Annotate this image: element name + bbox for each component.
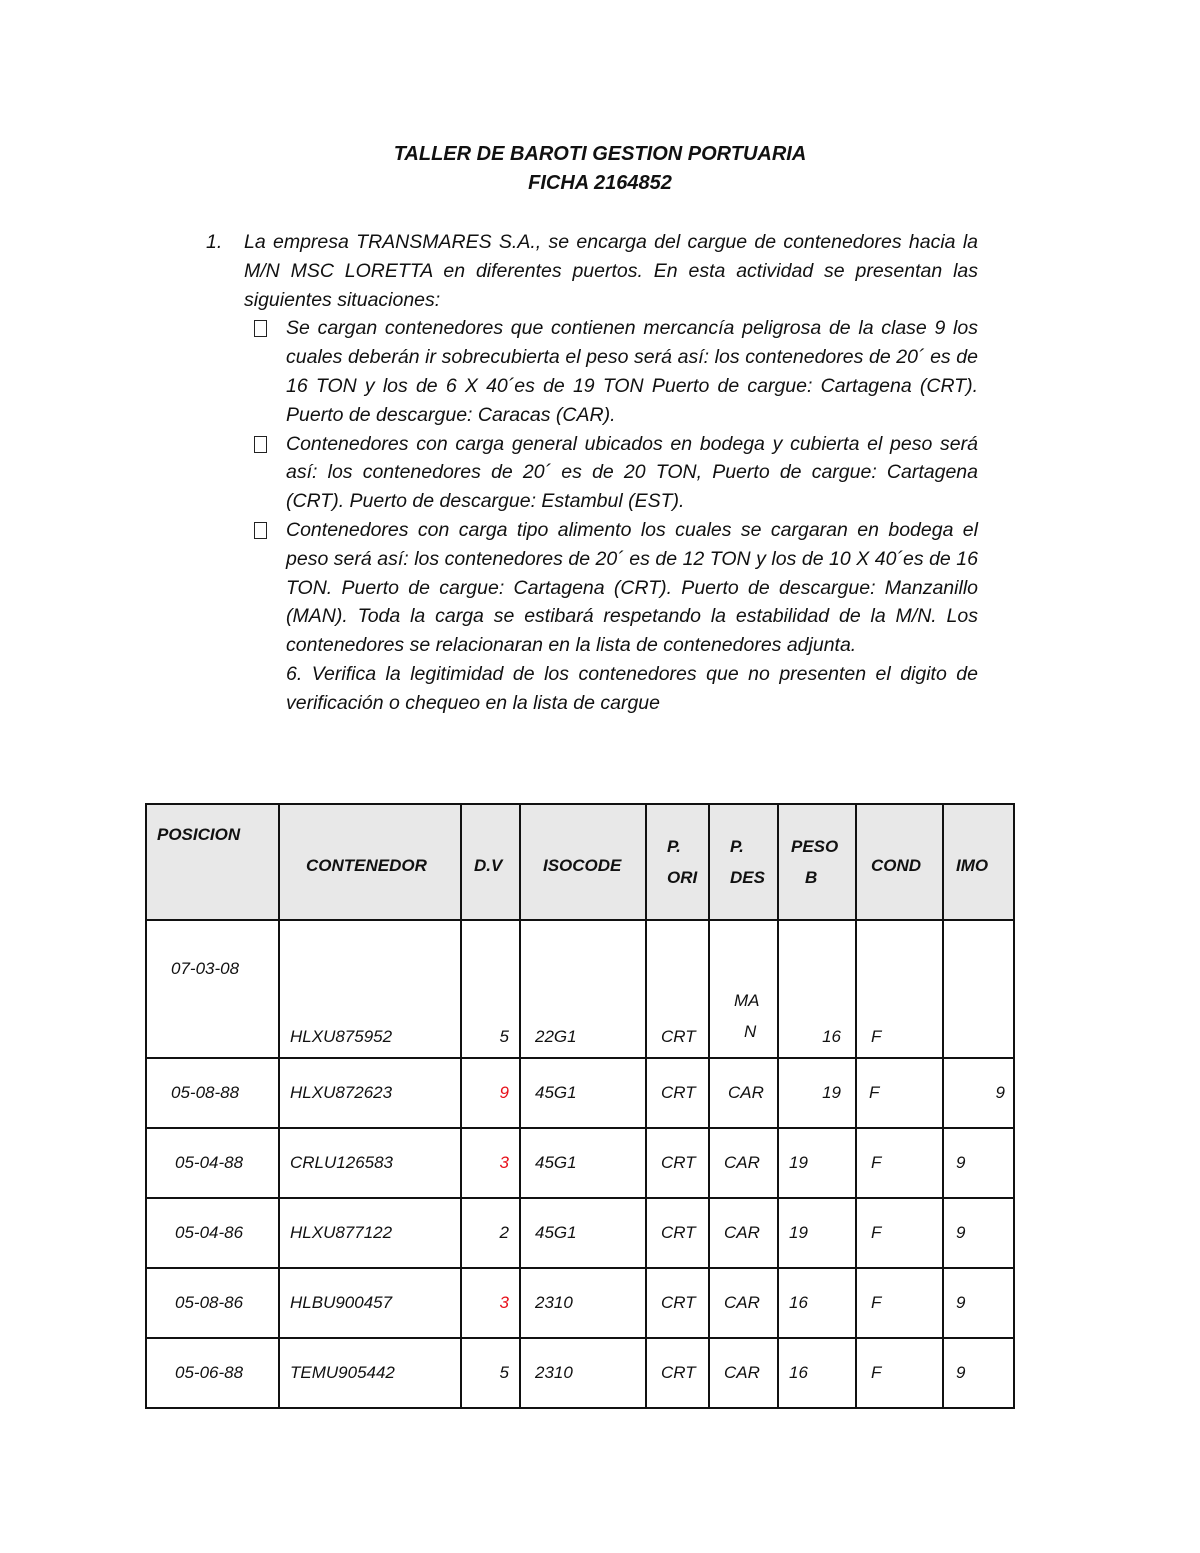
header-posicion: POSICION	[146, 804, 279, 920]
cell-dv: 2	[461, 1198, 520, 1268]
table-row	[146, 1058, 1014, 1128]
header-p-des-line1: P.	[730, 837, 744, 856]
cell-posicion: 05-06-88	[146, 1338, 279, 1408]
bullet-text: Se cargan contenedores que contienen mercancía peligrosa de la clase 9 los cuales deberán ir sobrecubierta el peso será así: los contenedores de 20´ es de 16 TON y los de 6 X 40´es de 19 TON Puerto de cargue: Cartagena (CRT). Puerto de descargue: Caracas (CAR).	[286, 317, 978, 426]
cell-imo: 9	[943, 1128, 1014, 1198]
cell-contenedor: TEMU905442	[279, 1338, 461, 1408]
cell-p-ori: CRT	[646, 1338, 709, 1408]
container-table	[145, 803, 1015, 1409]
cell-p-ori: CRT	[646, 1268, 709, 1338]
cell-posicion: 05-08-88	[146, 1058, 279, 1128]
cell-p-ori: CRT	[646, 920, 709, 1058]
cell-cond: F	[856, 1128, 943, 1198]
bullet-box-icon	[254, 320, 267, 337]
bullet-item	[244, 314, 978, 429]
cell-p-des: CAR	[709, 1128, 778, 1198]
cell-p-des: CAR	[709, 1198, 778, 1268]
cell-p-ori: CRT	[646, 1128, 709, 1198]
cell-dv: 5	[461, 1338, 520, 1408]
cell-dv: 5	[461, 920, 520, 1058]
bullet-box-icon	[254, 522, 267, 539]
table-header-row	[146, 804, 1014, 920]
bullet-item	[244, 430, 978, 516]
table-row	[146, 1268, 1014, 1338]
header-p-ori-line2: ORI	[667, 868, 698, 887]
cell-isocode: 45G1	[520, 1058, 646, 1128]
cell-contenedor: HLBU900457	[279, 1268, 461, 1338]
header-p-des-line2: DES	[730, 868, 765, 887]
cell-contenedor: HLXU877122	[279, 1198, 461, 1268]
cell-posicion: 05-04-86	[146, 1198, 279, 1268]
bullet-item	[244, 516, 978, 660]
document-title: TALLER DE BAROTI GESTION PORTUARIA	[393, 143, 807, 165]
cell-peso: 19	[778, 1198, 856, 1268]
header-contenedor: CONTENEDOR	[279, 804, 461, 920]
cell-p-des: CAR	[709, 1268, 778, 1338]
cell-posicion: 07-03-08	[146, 920, 279, 1058]
cell-p-ori: CRT	[646, 1058, 709, 1128]
cell-contenedor: HLXU875952	[279, 920, 461, 1058]
cell-isocode: 22G1	[520, 920, 646, 1058]
cell-p-des-line2: N	[744, 1022, 757, 1041]
cell-dv: 3	[461, 1268, 520, 1338]
cell-p-des	[709, 920, 778, 1058]
cell-cond: F	[856, 1338, 943, 1408]
extra-instruction: 6. Verifica la legitimidad de los contenedores que no presenten el digito de verificación o chequeo en la lista de cargue	[286, 662, 978, 714]
header-p-ori	[646, 804, 709, 920]
header-p-ori-line1: P.	[667, 837, 681, 856]
cell-cond: F	[856, 1198, 943, 1268]
cell-posicion: 05-04-88	[146, 1128, 279, 1198]
cell-p-des: CAR	[709, 1058, 778, 1128]
numbered-list	[206, 228, 978, 718]
cell-p-des: CAR	[709, 1338, 778, 1408]
item-number: 1.	[206, 231, 223, 253]
cell-peso: 16	[778, 920, 856, 1058]
cell-contenedor: CRLU126583	[279, 1128, 461, 1198]
table-row	[146, 920, 1014, 1058]
cell-imo: 9	[943, 1058, 1014, 1128]
header-peso-line1: PESO	[791, 837, 839, 856]
header-dv: D.V	[461, 804, 520, 920]
cell-p-ori: CRT	[646, 1198, 709, 1268]
cell-dv: 9	[461, 1058, 520, 1128]
table-row	[146, 1128, 1014, 1198]
bullet-text: Contenedores con carga tipo alimento los cuales se cargaran en bodega el peso será así: los contenedores de 20´ es de 12 TON y los de 10 X 40´es de 16 TON. Puerto de cargue: Cartagena (CRT). Puerto de descargue: Manzanillo (MAN). Toda la carga se estibará respetando la estabilidad de la M/N. Los contenedores se relacionaran en la lista de contenedores adjunta.	[286, 518, 978, 657]
cell-p-des-line1: MA	[734, 991, 760, 1010]
cell-posicion: 05-08-86	[146, 1268, 279, 1338]
intro-paragraph: La empresa TRANSMARES S.A., se encarga del cargue de contenedores hacia la M/N MSC LORETTA en diferentes puertos. En esta actividad se presentan las siguientes situaciones:	[244, 231, 978, 311]
cell-isocode: 45G1	[520, 1198, 646, 1268]
header-peso-line2: B	[805, 868, 818, 887]
cell-contenedor: HLXU872623	[279, 1058, 461, 1128]
cell-cond: F	[856, 1268, 943, 1338]
bullet-text: Contenedores con carga general ubicados en bodega y cubierta el peso será así: los contenedores de 20´ es de 20 TON, Puerto de cargue: Cartagena (CRT). Puerto de descargue: Estambul (EST).	[286, 432, 978, 513]
header-p-des	[709, 804, 778, 920]
cell-imo: 9	[943, 1198, 1014, 1268]
header-imo: IMO	[943, 804, 1014, 920]
cell-peso: 16	[778, 1268, 856, 1338]
table-row	[146, 1198, 1014, 1268]
bullet-list	[244, 314, 978, 660]
table-row	[146, 1338, 1014, 1408]
cell-dv: 3	[461, 1128, 520, 1198]
cell-imo: 9	[943, 1338, 1014, 1408]
cell-isocode: 2310	[520, 1268, 646, 1338]
document-subtitle: FICHA 2164852	[528, 172, 672, 194]
header-cond: COND	[856, 804, 943, 920]
cell-cond: F	[856, 1058, 943, 1128]
bullet-box-icon	[254, 436, 267, 453]
cell-isocode: 2310	[520, 1338, 646, 1408]
header-peso	[778, 804, 856, 920]
cell-imo: 9	[943, 1268, 1014, 1338]
header-isocode: ISOCODE	[520, 804, 646, 920]
cell-peso: 19	[778, 1058, 856, 1128]
cell-isocode: 45G1	[520, 1128, 646, 1198]
cell-imo	[943, 920, 1014, 1058]
cell-peso: 16	[778, 1338, 856, 1408]
cell-peso: 19	[778, 1128, 856, 1198]
cell-cond: F	[856, 920, 943, 1058]
